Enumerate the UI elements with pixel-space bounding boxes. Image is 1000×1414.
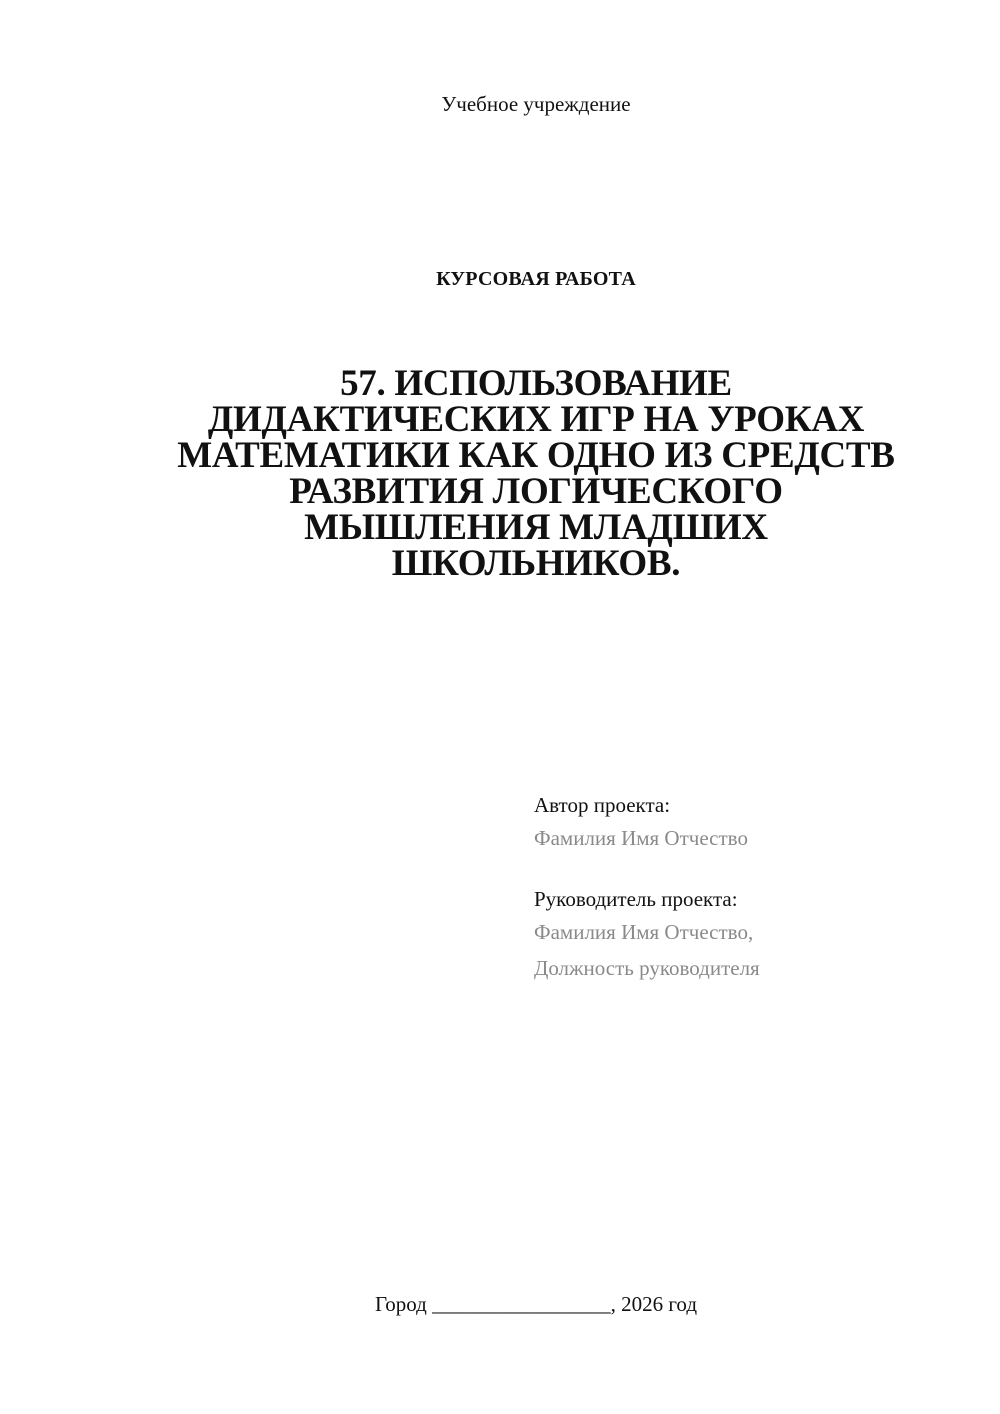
document-type: КУРСОВАЯ РАБОТА <box>436 268 636 290</box>
supervisor-label: Руководитель проекта: <box>534 887 738 911</box>
institution-name: Учебное учреждение <box>441 92 631 116</box>
author-name: Фамилия Имя Отчество <box>534 826 748 850</box>
title-line: МЫШЛЕНИЯ МЛАДШИХ <box>304 507 768 548</box>
title-line: ШКОЛЬНИКОВ. <box>391 543 681 584</box>
document-title <box>130 363 942 584</box>
supervisor-name: Фамилия Имя Отчество, <box>534 920 754 944</box>
title-line: МАТЕМАТИКИ КАК ОДНО ИЗ СРЕДСТВ <box>177 435 895 476</box>
city-year-line: Город _________________, 2026 год <box>374 1292 698 1316</box>
title-line: РАЗВИТИЯ ЛОГИЧЕСКОГО <box>289 471 783 512</box>
supervisor-position: Должность руководителя <box>534 956 760 980</box>
title-line: 57. ИСПОЛЬЗОВАНИЕ <box>340 363 732 404</box>
author-label: Автор проекта: <box>534 793 671 817</box>
title-line: ДИДАКТИЧЕСКИХ ИГР НА УРОКАХ <box>207 399 865 440</box>
project-info <box>534 790 974 986</box>
